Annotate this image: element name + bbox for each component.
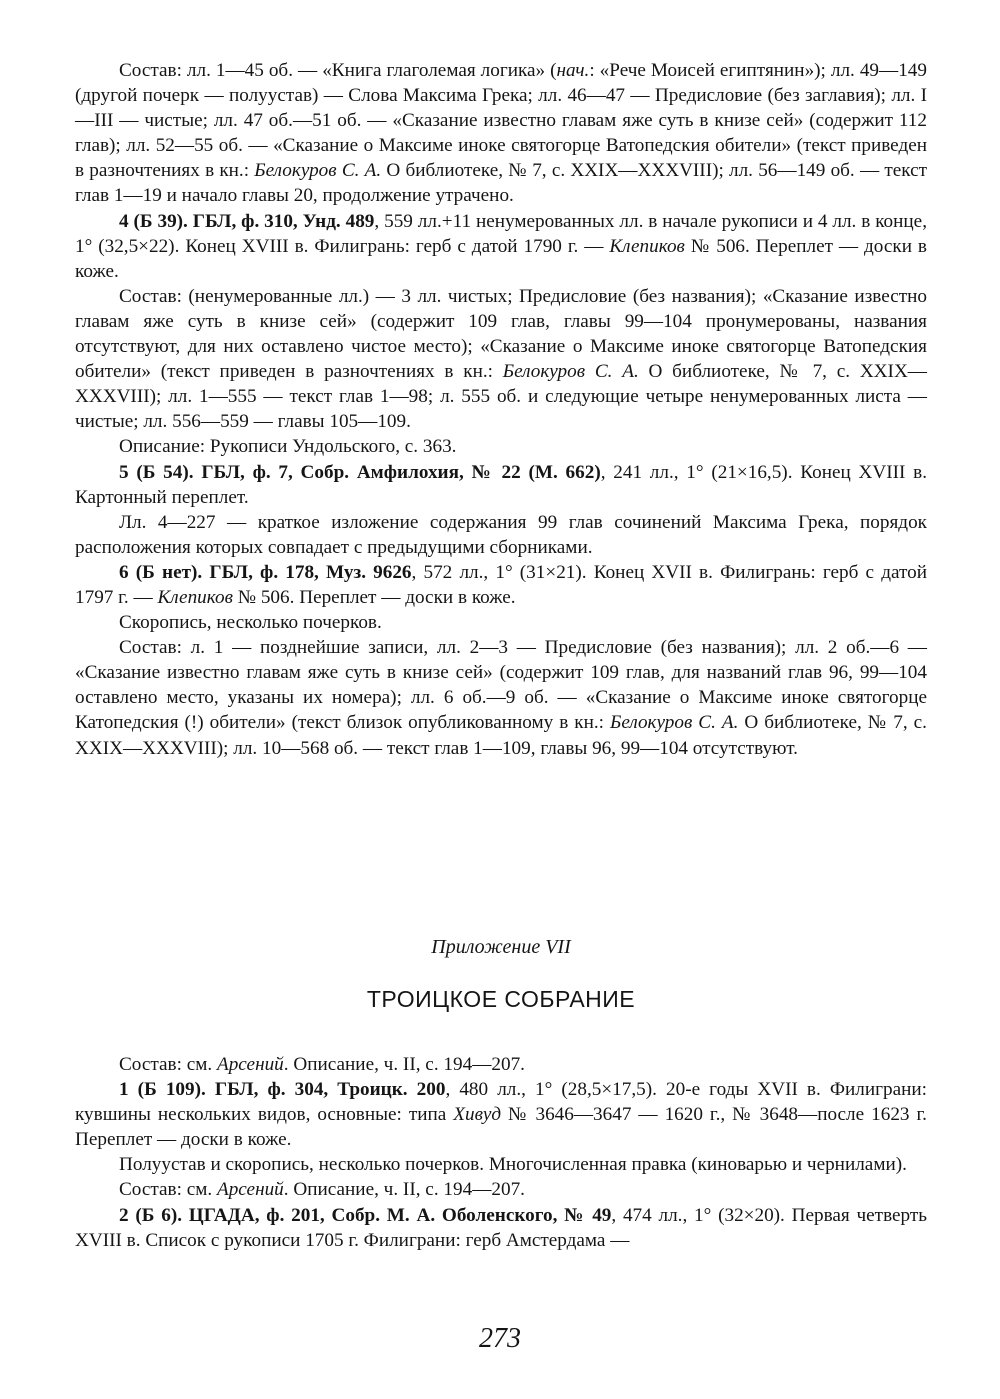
- text-run: 2 (Б 6). ЦГАДА, ф. 201, Собр. М. А. Оболенского, № 49: [119, 1204, 612, 1226]
- text-run: нач.: [556, 60, 590, 81]
- text-run: О библиотеке, № 7, с. XXIX—XXXVIII); лл. 10—568 об. — текст глав 1—109, главы 96, 99—104 отсутствуют.: [75, 712, 927, 759]
- paragraph: [75, 1203, 927, 1253]
- text-run: Скоропись, несколько почерков.: [119, 612, 382, 634]
- text-run: Арсений: [216, 1054, 284, 1075]
- text-block-bottom: [75, 1052, 927, 1253]
- paragraph: [75, 460, 927, 510]
- text-run: Клепиков: [609, 235, 685, 257]
- text-run: Арсений: [216, 1179, 284, 1201]
- text-run: Белокуров С. А.: [254, 160, 382, 182]
- text-run: О библиотеке, № 7, с. XXIX—XXXVIII); лл. 56—149 об. — текст глав 1—19 и начало главы 20, продолжение утрачено.: [75, 160, 928, 207]
- text-run: 5 (Б 54). ГБЛ, ф. 7, Собр. Амфилохия, № 22 (М. 662): [119, 461, 601, 483]
- paragraph: [75, 1077, 927, 1152]
- text-run: 4 (Б 39). ГБЛ, ф. 310, Унд. 489: [119, 210, 375, 232]
- text-run: Клепиков: [157, 586, 233, 608]
- paragraph: [75, 635, 927, 760]
- text-run: Описание: Рукописи Ундольского, с. 363.: [119, 436, 457, 458]
- text-run: Состав: (ненумерованные лл.) — 3 лл. чистых; Предисловие (без названия); «Сказание известно главам яже суть в книзе сей» (содержит 109 глав, главы 99—104 пронумерованы, названия отсутствуют, для них оставлено чистое место); «Сказание о Максиме иноке святогорце Ватопедския обители» (текст приведен в разночтениях в кн.:: [75, 285, 927, 383]
- text-run: № 506. Переплет — доски в коже.: [232, 586, 516, 608]
- text-run: № 506. Переплет — доски в коже.: [75, 235, 927, 282]
- paragraph: [75, 1152, 927, 1177]
- text-run: О библиотеке, № 7, с. XXIX—XXXVIII); лл. 1—555 — текст глав 1—98; л. 555 об. и следующие четыре ненумерованных листа — чистые; лл. 556—559 — главы 105—109.: [75, 361, 927, 433]
- text-run: Состав: лл. 1—45 об. — «Книга глаголемая логика» (: [119, 60, 557, 81]
- text-run: , 572 лл., 1° (31×21). Конец XVII в. Филигрань: герб с датой 1797 г. —: [75, 561, 927, 608]
- text-run: Лл. 4—227 — краткое изложение содержания 99 глав сочинений Максима Грека, порядок расположения которых совпадает с предыдущими сборниками.: [75, 511, 927, 558]
- text-run: 6 (Б нет). ГБЛ, ф. 178, Муз. 9626: [119, 561, 412, 583]
- paragraph: [75, 209, 927, 284]
- paragraph: [75, 284, 927, 435]
- paragraph: [75, 58, 927, 209]
- section-title: ТРОИЦКОЕ СОБРАНИЕ: [366, 986, 636, 1012]
- text-run: Состав: л. 1 — позднейшие записи, лл. 2—3 — Предисловие (без названия); лл. 2 об.—6 — «Сказание известно главам яже суть в книзе сей» (содержит 109 глав, для названий глав 96, 99—104 оставлено место, указаны их номера); лл. 6 об.—9 об. — «Сказание о Максиме иноке святогорце Катопедския (!) обители» (текст близок опубликованному в кн.:: [75, 637, 927, 734]
- text-run: № 3646—3647 — 1620 г., № 3648—после 1623 г. Переплет — доски в коже.: [75, 1104, 927, 1151]
- text-run: Состав: см.: [119, 1054, 217, 1075]
- paragraph: [75, 434, 927, 459]
- paragraph: [75, 510, 927, 560]
- text-run: , 474 лл., 1° (32×20). Первая четверть XVIII в. Список с рукописи 1705 г. Филиграни: герб Амстердама —: [75, 1204, 928, 1251]
- paragraph: [75, 1052, 927, 1077]
- text-run: : «Рече Моисей египтянин»); лл. 49—149 (другой почерк — полуустав) — Слова Максима Грека; лл. 46—47 — Предисловие (без заглавия); лл. I—III — чистые; лл. 47 об.—51 об. — «Сказание известно главам яже суть в книзе сей» (содержит 112 глав); лл. 52—55 об. — «Сказание о Максиме иноке святогорце Ватопедския обители» (текст приведен в разночтениях в кн.:: [75, 60, 927, 182]
- text-run: Состав: см.: [119, 1179, 217, 1201]
- paragraph: [75, 610, 927, 635]
- text-run: Хивуд: [453, 1104, 502, 1126]
- text-block-top: [75, 58, 927, 761]
- text-run: Белокуров С. А.: [502, 361, 639, 383]
- text-run: 1 (Б 109). ГБЛ, ф. 304, Троицк. 200: [119, 1079, 446, 1101]
- text-run: . Описание, ч. II, с. 194—207.: [283, 1179, 525, 1201]
- text-run: , 480 лл., 1° (28,5×17,5). 20-е годы XVII в. Филиграни: кувшины нескольких видов, основные: типа: [75, 1079, 927, 1126]
- text-run: , 559 лл.+11 ненумерованных лл. в начале рукописи и 4 лл. в конце, 1° (32,5×22). Конец XVIII в. Филигрань: герб с датой 1790 г. —: [75, 210, 927, 257]
- page-number: 273: [479, 1323, 521, 1354]
- text-run: . Описание, ч. II, с. 194—207.: [283, 1054, 525, 1075]
- text-run: Белокуров С. А.: [610, 712, 739, 734]
- text-run: , 241 лл., 1° (21×16,5). Конец XVIII в. Картонный переплет.: [75, 461, 927, 508]
- appendix-label: Приложение VII: [431, 936, 571, 958]
- text-run: Полуустав и скоропись, несколько почерков. Многочисленная правка (киноварью и чернилами).: [119, 1154, 907, 1176]
- paragraph: [75, 1177, 927, 1202]
- paragraph: [75, 560, 927, 610]
